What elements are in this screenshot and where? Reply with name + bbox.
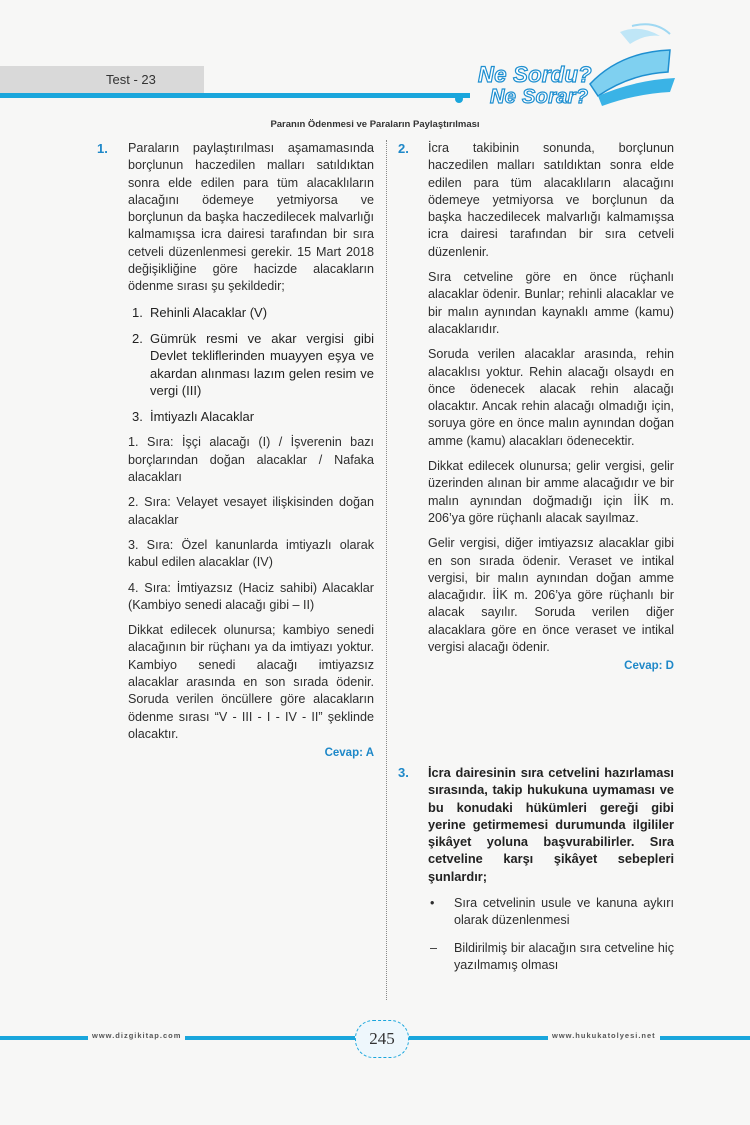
list-text: Bildirilmiş bir alacağın sıra cetveline hiç yazılmamış olması (454, 940, 674, 972)
question-1-number: 1. (97, 141, 108, 156)
bullet-mark: – (430, 940, 438, 955)
q3-question: İcra dairesinin sıra cetvelini hazırlaması sırasında, takip hukukuna uymaması ve bu konudaki hükümleri gereği gibi yerine getirmemesi durumunda ilgililer şikâyet yoluna başvurabilirler. Sıra cetveline karşı şikâyet sebepleri şunlardır; (428, 765, 674, 884)
q1-rank-3: 3. Sıra: Özel kanunlarda imtiyazlı olarak kabul edilen alacaklar (IV) (128, 537, 374, 570)
footer-right-url: www.hukukatolyesi.net (548, 1031, 660, 1040)
q2-paragraph: Sıra cetveline göre en önce rüçhanlı alacaklar ödenir. Bunlar; rehinli alacaklar ve bir malın aynından kaynaklı amme (kamu) alacaklarıdır. (428, 270, 674, 336)
logo-text-line1: Ne Sordu? (478, 62, 592, 87)
page-number: 245 (355, 1020, 409, 1058)
q1-rank-4: 4. Sıra: İmtiyazsız (Haciz sahibi) Alacaklar (Kambiyo senedi alacağı gibi – II) (128, 580, 374, 612)
list-item (128, 330, 374, 399)
question-2-number: 2. (398, 141, 409, 156)
q2-paragraph: Dikkat edilecek olunursa; gelir vergisi, gelir üzerinden alınan bir amme alacağıdır ve bir malın aynından doğmadığı için İİK m. 206’ya göre rüçhanlı alacak sayılmaz. (428, 459, 674, 525)
q2-answer: Cevap: D (624, 660, 674, 673)
q2-paragraph: Soruda verilen alacaklar arasında, rehin alacaklısı yoktur. Rehin alacağı olsaydı en önce ödenecek alacak rehin alacağı olacaktır. Ancak rehin alacağı olmadığı için, soruya göre en önce malın aynından doğan amme (kamu) alacakları ödenecektir. (428, 347, 674, 448)
q1-note: Dikkat edilecek olunursa; kambiyo senedi alacağının bir rüçhanı ya da imtiyazı yoktur. Kambiyo senedi alacağı imtiyazsız alacaklar arasında en son sırada ödenir. Soruda verilen öncüllere göre alacakların ödenme sırası “V - III - I - IV - II” şeklinde olacaktır. (128, 623, 374, 741)
test-label-tab (0, 66, 204, 93)
list-text: Gümrük resmi ve akar vergisi gibi Devlet tekliflerinden muayyen eşya ve akardan alınması lazım gelen resim ve vergi (III) (150, 330, 374, 398)
list-text: Sıra cetvelinin usule ve kanuna aykırı olarak düzenlenmesi (454, 896, 674, 928)
question-3-number: 3. (398, 765, 409, 780)
logo-text-line2: Ne Sorar? (490, 86, 589, 108)
q2-paragraph: İcra takibinin sonunda, borçlunun haczedilen malları satıldıktan sonra elde edilen para tüm alacaklıların alacağını ödemeye yetmiyorsa ve borçlunun da başka haczedilecek malvarlığı kalmamışsa icra dairesi tarafından bir sıra cetveli düzenlenir. (428, 141, 674, 259)
footer-left-url: www.dizgikitap.com (88, 1031, 185, 1040)
header-rule (0, 93, 470, 98)
section-title: Paranın Ödenmesi ve Paraların Paylaştırılması (270, 119, 480, 130)
list-number: 3. (132, 409, 143, 425)
list-number: 1. (132, 304, 143, 320)
bullet-mark: • (430, 896, 435, 911)
header-dot (455, 95, 463, 103)
q1-answer: Cevap: A (324, 747, 374, 760)
q1-rank-1: 1. Sıra: İşçi alacağı (I) / İşverenin bazı borçlarından doğan alacaklar / Nafaka alacakları (128, 435, 374, 485)
list-item (128, 408, 374, 425)
q1-rank-2: 2. Sıra: Velayet vesayet ilişkisinden doğan alacaklar (128, 495, 374, 527)
list-text: Rehinli Alacaklar (V) (150, 304, 268, 320)
list-number: 2. (132, 330, 143, 346)
list-text: İmtiyazlı Alacaklar (150, 409, 255, 425)
question-1-block (128, 140, 374, 763)
test-label: Test - 23 (106, 72, 156, 87)
column-divider (386, 140, 387, 1000)
q1-intro: Paraların paylaştırılması aşamamasında borçlunun haczedilen malları satıldıktan sonra elde edilen para tüm alacaklıların alacağını ödemeye yetmiyorsa ve borçlunun da başka haczedilecek malvarlığı kalmamışsa icra dairesi tarafından bir sıra cetveli düzenlenmesi gerekir. 15 Mart 2018 değişikliğine göre hacizde alacakların ödenme sırası şu şekildedir; (128, 141, 374, 294)
list-item (128, 304, 374, 321)
list-item (428, 940, 674, 975)
question-3-block (428, 764, 674, 984)
list-item (428, 895, 674, 930)
book-logo (470, 22, 680, 112)
q1-premise-list (128, 304, 374, 426)
question-2-block (428, 140, 674, 676)
q2-paragraph: Gelir vergisi, diğer imtiyazsız alacaklar gibi en son sırada ödenir. Veraset ve intikal vergisi, bir malın aynından doğan amme alacağıdır. İİK m. 206’ya göre rüçhanlı bir alacak sayılır. Soruda verilen diğer alacaklara göre en önce veraset ve intikal vergisi alacağı ödenir. (428, 536, 674, 655)
q3-bullet-list (428, 895, 674, 974)
